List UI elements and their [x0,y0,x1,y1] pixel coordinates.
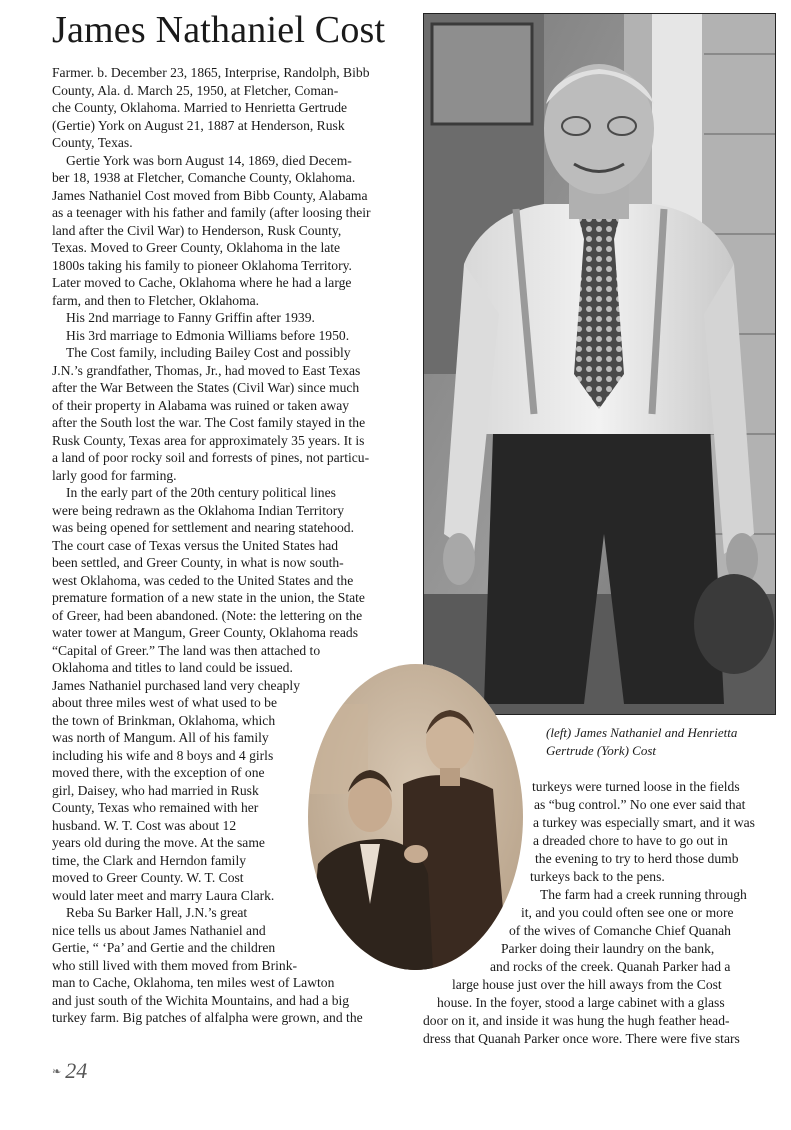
text-line: the town of Brinkman, Oklahoma, which [52,712,276,728]
text-line: a land of poor rocky soil and forrests of pines, not particu- [52,450,370,465]
text-line: west Oklahoma, was ceded to the United States and the [52,572,354,588]
text-line: dress that Quanah Parker once wore. There were five stars [423,1031,740,1046]
text-line: years old during the move. At the same [52,835,265,850]
text-line: Texas. Moved to Greer County, Oklahoma in the late [52,240,341,255]
page-number: 24 [65,1058,88,1083]
photo-james-nathaniel-cost [423,13,776,715]
text-line: were being redrawn as the Oklahoma Indian Territory [52,502,345,518]
text-line: Reba Su Barker Hall, J.N.’s great [66,905,248,920]
text-line: after the South lost the war. The Cost family stayed in the [52,415,366,430]
text-line: about three miles west of what used to be [52,695,277,710]
text-line: Later moved to Cache, Oklahoma where he had a large [52,275,352,290]
text-line: His 2nd marriage to Fanny Griffin after 1939. [66,310,315,325]
text-line: premature formation of a new state in the union, the State [52,590,365,605]
text-line: and just south of the Wichita Mountains, and had a big [52,992,350,1008]
photo-caption-line: (left) James Nathaniel and Henrietta [546,725,738,740]
text-line: water tower at Mangum, Greer County, Oklahoma reads [52,625,359,640]
text-line: girl, Daisey, who had married in Rusk [52,782,259,798]
text-line: time, the Clark and Herndon family [52,852,247,868]
text-line: been settled, and Greer County, in what is now south- [52,555,344,570]
text-line: County, Texas who remained with her [52,800,259,815]
text-line: man to Cache, Oklahoma, ten miles west of Lawton [52,975,335,990]
text-line: County, Ala. d. March 25, 1950, at Fletcher, Coman- [52,82,339,98]
text-line: moved to Greer County. W. T. Cost [52,870,244,885]
text-line: farm, and then to Fletcher, Oklahoma. [52,292,260,308]
text-line: including his wife and 8 boys and 4 girls [52,747,274,763]
text-line: turkeys back to the pens. [530,869,665,884]
text-line: was north of Mangum. All of his family [52,730,269,745]
text-line: The farm had a creek running through [540,887,747,902]
photo-caption-line: Gertrude (York) Cost [546,743,657,758]
text-line: turkey farm. Big patches of alfalpha were grown, and the [52,1010,363,1025]
text-line: was being opened for settlement and nearing statehood. [52,520,354,535]
text-line: turkeys were turned loose in the fields [532,779,740,794]
text-line: ber 18, 1938 at Fletcher, Comanche County, Oklahoma. [52,170,356,185]
text-line: His 3rd marriage to Edmonia Williams before 1950. [66,327,350,343]
text-line: “Capital of Greer.” The land was then attached to [52,642,321,658]
ornament-icon: ❧ [52,1065,62,1078]
text-line: Farmer. b. December 23, 1865, Interprise, Randolph, Bibb [52,65,370,80]
text-line: Rusk County, Texas area for approximately 35 years. It is [52,432,365,448]
text-line: che County, Oklahoma. Married to Henrietta Gertrude [52,100,348,115]
text-line: door on it, and inside it was hung the hugh feather head- [423,1013,730,1028]
text-line: a turkey was especially smart, and it was [533,815,755,830]
text-line: as “bug control.” No one ever said that [534,797,746,812]
text-line: of the wives of Comanche Chief Quanah [509,923,731,938]
text-line: husband. W. T. Cost was about 12 [52,817,237,833]
text-line: and rocks of the creek. Quanah Parker had a [490,959,731,974]
text-line: a dreaded chore to have to go out in [533,833,728,848]
text-line: land after the Civil War) to Henderson, Rusk County, [52,222,342,238]
text-line: would later meet and marry Laura Clark. [52,887,275,903]
text-line: after the War Between the States (Civil War) since much [52,380,360,395]
page-title: James Nathaniel Cost [52,9,386,51]
text-line: (Gertie) York on August 21, 1887 at Henderson, Rusk [52,117,345,133]
text-line: 1800s taking his family to pioneer Oklahoma Territory. [52,257,352,273]
text-line: of their property in Alabama was ruined or taken away [52,397,350,413]
text-line: the evening to try to herd those dumb [535,851,739,866]
text-line: In the early part of the 20th century political lines [66,485,336,500]
text-line: The court case of Texas versus the United States had [52,537,339,553]
text-line: Parker doing their laundry on the bank, [501,941,715,956]
text-line: larly good for farming. [52,467,177,483]
text-line: Gertie, “ ‘Pa’ and Gertie and the children [52,940,276,955]
text-line: The Cost family, including Bailey Cost and possibly [66,345,351,360]
page-footer [52,1058,87,1084]
text-line: house. In the foyer, stood a large cabinet with a glass [437,995,725,1010]
text-line: nice tells us about James Nathaniel and [52,922,266,938]
text-line: James Nathaniel purchased land very cheaply [52,677,300,693]
text-line: Oklahoma and titles to land could be issued. [52,660,293,675]
text-line: of Greer, had been abandoned. (Note: the lettering on the [52,607,363,623]
photo-james-and-henrietta-cost [308,664,523,970]
text-line: who still lived with them moved from Brink- [52,957,298,973]
text-line: moved there, with the exception of one [52,765,265,780]
text-line: County, Texas. [52,135,133,150]
text-line: James Nathaniel Cost moved from Bibb County, Alabama [52,187,368,203]
text-line: Gertie York was born August 14, 1869, died Decem- [66,152,352,168]
text-line: it, and you could often see one or more [521,905,734,920]
text-line: as a teenager with his father and family (after loosing their [52,205,371,220]
text-line: J.N.’s grandfather, Thomas, Jr., had moved to East Texas [52,362,361,378]
text-line: large house just over the hill aways from the Cost [452,977,722,992]
